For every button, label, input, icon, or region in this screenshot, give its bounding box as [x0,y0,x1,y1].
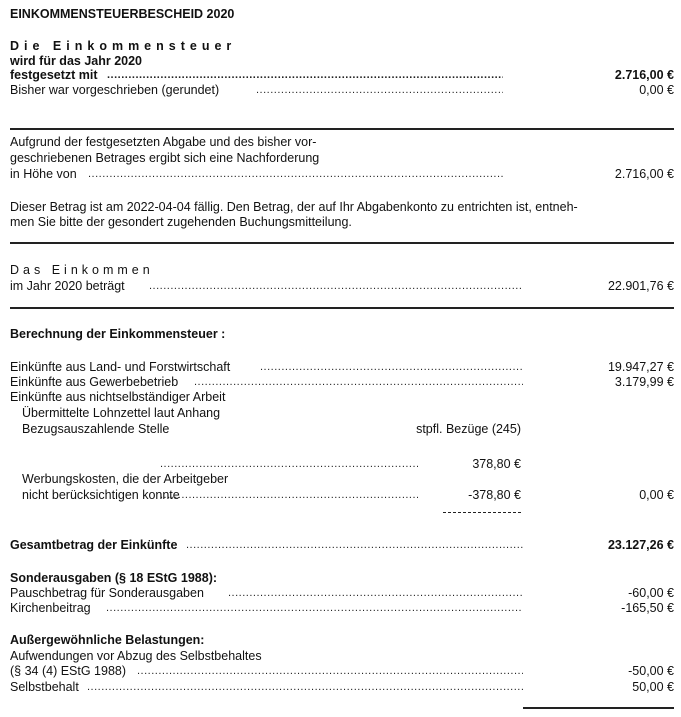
leader-dots [106,601,523,616]
total-income-label: Gesamtbetrag der Einkünfte [10,538,178,552]
deductible-amount: 50,00 € [632,680,674,694]
expenses-line2: nicht berücksichtigen konnte [22,488,180,502]
additional-line2: geschriebenen Betrages ergibt sich eine Nachforderung [10,151,320,165]
extraordinary-line1: Aufwendungen vor Abzug des Selbstbehaltes [10,649,262,663]
leader-dots [88,167,503,182]
extraordinary-heading: Außergewöhnliche Belastungen: [10,633,205,647]
income-heading: Das Einkommen [10,263,154,277]
additional-line1: Aufgrund der festgesetzten Abgabe und des bisher vor- [10,135,317,149]
sum-rule [523,707,674,709]
employment-total: 0,00 € [639,488,674,502]
income-amount: 22.901,76 € [607,279,674,293]
expenses-line1: Werbungskosten, die der Arbeitgeber [22,472,229,486]
business-amount: 3.179,99 € [614,375,674,389]
total-income-amount: 23.127,26 € [607,538,674,552]
leader-dots [194,375,523,390]
business-label: Einkünfte aus Gewerbebetrieb [10,375,179,389]
extraordinary-amount: -50,00 € [628,664,674,678]
flat-amount-label: Pauschbetrag für Sonderausgaben [10,586,204,600]
leader-dots [137,664,523,679]
extraordinary-line2: (§ 34 (4) EStG 1988) [10,664,127,678]
leader-dots [260,360,523,375]
divider [10,242,674,244]
leader-dots [256,83,503,98]
leader-dots [107,68,503,83]
leader-dots [160,488,418,503]
prev-label: Bisher war vorgeschrieben (gerundet) [10,83,220,97]
wage-slips-label: Übermittelte Lohnzettel laut Anhang [22,406,221,420]
church-tax-label: Kirchenbeitrag [10,601,91,615]
agriculture-amount: 19.947,27 € [607,360,674,374]
leader-dots [87,680,523,695]
tax-subheading: wird für das Jahr 2020 [10,54,143,68]
divider [10,307,674,309]
additional-label: in Höhe von [10,167,77,181]
flat-amount: -60,00 € [628,586,674,600]
expenses-amount: -378,80 € [468,488,521,502]
leader-dots [149,279,523,294]
redacted-payer-name [22,455,157,469]
prev-amount: 0,00 € [639,83,674,97]
subtotal-rule [443,512,521,513]
divider [10,128,674,130]
due-line1: Dieser Betrag ist am 2022-04-04 fällig. Den Betrag, der auf Ihr Abgabenkonto zu entrichten ist, entneh- [10,200,578,214]
deductible-label: Selbstbehalt [10,680,79,694]
fixed-label: festgesetzt mit [10,68,98,82]
payer-label: Bezugsauszahlende Stelle [22,422,170,436]
taxable-col-header: stpfl. Bezüge (245) [416,422,521,436]
fixed-amount: 2.716,00 € [614,68,674,82]
due-line2: men Sie bitte der gesondert zugehenden Buchungsmitteilung. [10,215,352,229]
agriculture-label: Einkünfte aus Land- und Forstwirtschaft [10,360,231,374]
special-expenses-heading: Sonderausgaben (§ 18 EStG 1988): [10,571,218,585]
leader-dots [228,586,523,601]
additional-amount: 2.716,00 € [614,167,674,181]
tax-heading: Die Einkommensteuer [10,39,237,53]
employment-label: Einkünfte aus nichtselbständiger Arbeit [10,390,226,404]
calculation-heading: Berechnung der Einkommensteuer : [10,327,226,341]
leader-dots [186,538,523,553]
document-title: EINKOMMENSTEUERBESCHEID 2020 [10,7,235,21]
income-label: im Jahr 2020 beträgt [10,279,125,293]
church-tax-amount: -165,50 € [621,601,674,615]
payer-amount: 378,80 € [472,457,521,471]
leader-dots [160,457,418,472]
